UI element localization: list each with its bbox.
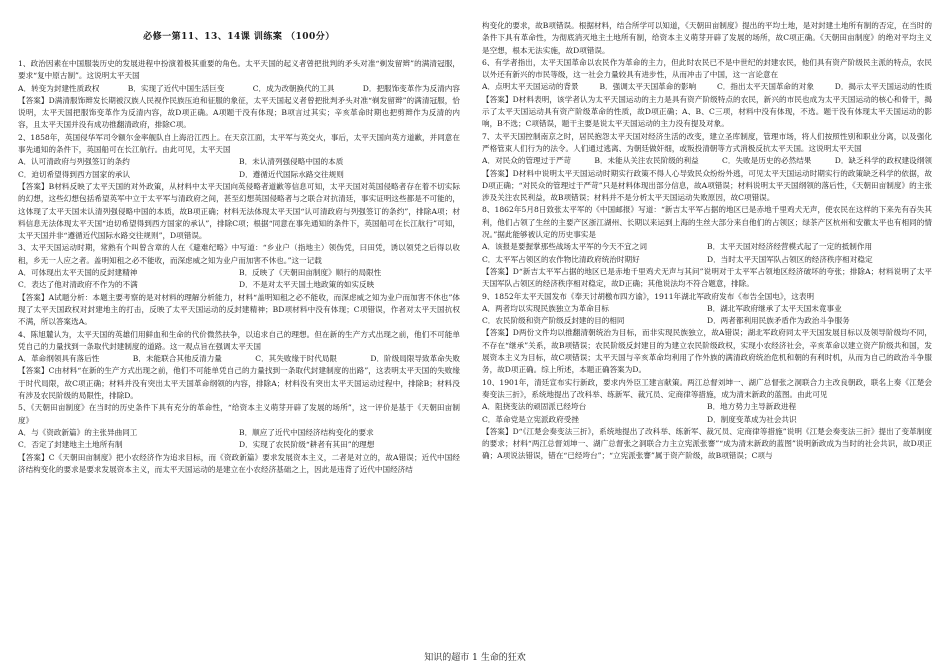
answer-option: D．遵循近代国际水路交往规则	[239, 169, 344, 179]
answer-explanation: 【答案】D“新吉太平军占据的地区已是赤地千里鸡犬无声与其问”说明对于太平军占领地区经济破坏的夸张；排除A；材料说明了太平天国军队占领区的经济秩序相对稳定，故D正确；其他说法均不符合题意，排除。	[482, 266, 932, 289]
answer-option: A．两者均以实现民族独立为革命目标	[482, 303, 609, 313]
answer-option: C．其失败缘于时代局限	[255, 354, 338, 364]
question-block	[482, 131, 932, 205]
answer-option: B．湖北军政府继承了太平天国未竟事业	[707, 303, 842, 313]
answer-option: D．当时太平天国军队占领区的经济秩序相对稳定	[707, 254, 873, 264]
answer-option: C．太平军占领区的农作物比清政府统治时期好	[482, 254, 640, 264]
answer-explanation: 【答案】B材料反映了太平天国的对外政策，从材料中太平天国向英侵略者道歉等信息可知，太平天国对英国侵略者存在着不切实际的幻想，这些幻想包括希望英军中立于太平军与清政府之间，甚至幻想英国侵略者与之联合对抗清廷，事实证明这些都是不可能的，这体现了太平天国未认清列强侵略中国的本质，故B项正确；材料无法体现太平天国“认可清政府与列强签订的条约”，排除A项；材料信息无法体现太平天国“迫切希望得到西方国家的承认”，排除C项；根据“同意在事先通知的条件下，英国船可在长江航行”可知，太平天国并非“遵循近代国际水路交往规则”，D项错误。	[18, 181, 460, 241]
question-text: 10、1901年，清廷宣布实行新政，要求内外臣工建言献策。两江总督刘坤一、湖广总督张之洞联合力主改良朝政，联名上奏《江楚会奏变法三折》，系统地提出了改科举、练新军、裁冗员、定商律等措施，成为清末新政的蓝图。由此可见	[482, 377, 932, 399]
question-text: 构变化的要求，故B项错误。根据材料，结合所学可以知道，《天朝田亩制度》提出的平均土地，是对封建土地所有制的否定，在当时的条件下具有革命性，为彻底消灭地主土地所有制，给资本主义萌芽开辟了发展的场所，故C项正确。《天朝田亩制度》的绝对平均主义是空想，根本无法实施，故D项错误。	[482, 21, 932, 55]
options-list	[482, 81, 932, 93]
page-footer: 知识的超市 1 生命的狂欢	[424, 653, 526, 663]
question-block	[482, 291, 932, 377]
answer-option: A．点明太平天国运动的背景	[482, 82, 579, 92]
question-text: 7、太平天国控制南京之时，居民抱怨太平天国对经济生活的改变，建立圣库制度，管理市场，将人们按照性别和职业分离，以及强化严格管束人们行为的法令。人们通过逃离、为朝廷做奸细，或叛投清朝等方式消极反抗太平天国。这说明太平天国	[482, 131, 932, 153]
question-block	[18, 242, 460, 328]
answer-option: A．认可清政府与列强签订的条约	[18, 157, 130, 167]
question-block	[18, 402, 460, 476]
answer-option: A．该报是要握掌那些战场太平军的今天不宜之词	[482, 242, 647, 252]
answer-option: B．顺应了近代中国经济结构变化的要求	[239, 427, 374, 437]
left-question-list	[18, 58, 460, 476]
options-list	[482, 241, 932, 266]
question-block	[18, 58, 460, 132]
answer-option: A．与《资政新篇》的主张异曲同工	[18, 427, 138, 437]
options-list	[18, 353, 460, 365]
document-title: 必修一第11、13、14课 训练案 （100分）	[143, 32, 335, 42]
question-block	[482, 204, 932, 290]
answer-option: C．成为改朝换代的工具	[252, 83, 335, 93]
answer-option: B．强调太平天国革命的影响	[599, 82, 697, 92]
answer-option: C．表达了他对清政府不作为的不满	[18, 280, 138, 290]
answer-explanation: 【答案】C《天朝田亩制度》把小农经济作为追求目标，而《资政新篇》要求发展资本主义，二者是对立的，故A错误；近代中国经济结构变化的要求是要求发展资本主义，而太平天国运动的是建立在小农经济基础之上，因此是违背了近代中国经济结	[18, 452, 460, 474]
options-list	[18, 156, 460, 181]
question-text: 5、《天朝田亩制度》在当时的历史条件下具有充分的革命性，“给资本主义萌芽开辟了发展的场所”，这一评价是基于《天朝田亩制度》	[18, 403, 460, 425]
answer-explanation: 【答案】D材料表明，该学者认为太平天国运动的主力是具有资产阶级特点的农民，新兴的市民也成为太平天国运动的核心和骨干，揭示了太平天国运动具有资产阶级革命的性质，故D项正确；A、B、C三项，材料中没有体现，不选。题干没有体现太平天国运动的影响，B不选；C项错误，题干主要是说太平天国运动的主力没有提及对象。	[482, 94, 932, 129]
question-text: 6、有学者指出，太平天国革命以农民作为革命的主力，但此时农民已不是中世纪的封建农民，他们具有资产阶级民主派的特点，农民以外还有新兴的市民等级，这一社会力量较具有进步性，从而冲击了中国，这一言论意在	[482, 57, 932, 80]
answer-option: D．阶级局限导致革命失败	[370, 354, 460, 364]
answer-option: B．未认清列强侵略中国的本质	[239, 157, 344, 167]
options-list	[482, 401, 932, 426]
left-column	[18, 30, 460, 476]
question-block	[18, 132, 460, 243]
answer-option: D．揭示太平天国运动的性质	[834, 82, 932, 92]
question-block	[482, 377, 932, 463]
options-list	[482, 303, 932, 328]
answer-option: A．对民众的管理过于严苛	[482, 156, 572, 166]
question-block	[18, 329, 460, 403]
answer-explanation: 【答案】C由材料“在新的生产方式出现之前，他们不可能单凭自己的力量找到一条取代封建制度的出路”，这表明太平天国的失败缘于时代局限，故C项正确；材料并没有突出太平天国革命纲领的内容，排除A；材料没有突出太平天国运动过程中，排除B；材料没有涉及农民阶级的局限性，排除D。	[18, 366, 460, 401]
options-list	[18, 267, 460, 292]
question-block	[482, 57, 932, 131]
answer-option: B．实现了近代中国生活巨变	[127, 83, 225, 93]
answer-explanation: 【答案】D材料中说明太平天国运动时期实行政策不得人心导致民众纷纷外逃，可见太平天国运动时期实行的政策缺乏科学的依据，故D项正确；“对民众的管理过于严苛”只是材料体现出部分信息，故A项错误；材料说明太平天国纲领的落后性，《天朝田亩制度》的主张涉及关注农民利益，故B项错误；材料并不是分析太平天国运动失败原因，故C项错误。	[482, 168, 932, 203]
answer-explanation: 【答案】D两份文件均以推翻清朝统治为目标，而非实现民族独立，故A错误；湖北军政府同太平天国发展目标以及领导阶级均不同，不存在“继承”关系，故B项错误；农民阶级反封建目的为建立农民阶级政权，实现小农经济社会，辛亥革命以建立资产阶级共和国，发展资本主义为目标，故C项错误；太平天国与辛亥革命均利用了作外族的满清政府统治危机和朝的有利时机，从而为自己的政治斗争服务，故D项正确。综上所述，本题正确答案为D。	[482, 328, 932, 375]
answer-explanation: 【答案】D满清服饰辫发长期被汉族人民视作民族压迫和征服的象征，太平天国起义者曾把批判矛头对准“剃发留辫”的满清冠服，恰说明，太平天国把服饰变革作为反清内容，故D项正确。A项题干没有体现；B项言过其实；辛亥革命时期也把剪辫作为反清的内容，且太平天国并没有成功推翻清政府，排除C项。	[18, 95, 460, 130]
answer-option: A．转变为封建性质政权	[18, 83, 100, 93]
question-text: 2、1858年，英国侵华军司令额尔金率舰队自上海沿江西上。在天京江面，太平军与英交火，事后，太平天国向英方道歉，并同意在事先通知的条件下，英国船可在长江航行。由此可见，太平天国	[18, 132, 460, 155]
answer-option: C．否定了封建地主土地所有制	[18, 440, 123, 450]
answer-option: B．太平天国对经济经营模式起了一定的抵制作用	[707, 242, 873, 252]
options-list	[18, 427, 460, 452]
answer-option: B．地方势力主导新政进程	[707, 402, 797, 412]
answer-option: C．农民阶级和资产阶级反封建的目的相同	[482, 316, 625, 326]
answer-option: A．可体现出太平天国的反封建精神	[18, 268, 138, 278]
question-text: 9、1852年太平天国发布《奉天讨胡檄布四方谕》，1911年湖北军政府发布《布告全国电》，这表明	[482, 291, 815, 301]
answer-option: D．缺乏科学的政权建设纲领	[834, 156, 932, 166]
answer-option: D．实现了农民阶级“耕者有其田”的理想	[239, 440, 375, 450]
answer-option: D．两者都利用民族矛盾作为政治斗争服务	[707, 316, 850, 326]
answer-option: D．不是对太平天国土地政策的如实反映	[239, 280, 375, 290]
answer-explanation: 【答案】D“《江楚会奏变法三折》，系统地提出了改科举、练新军、裁冗员、定商律等措施”说明《江楚会奏变法三折》提出了变革制度的要求；材料“两江总督刘坤一、湖广总督张之洞联合力主立宪派张謇”“成为清末新政的蓝图”说明新政成为当时的社会共识，故D项正确；A项说法错误，错在“已经垮台”；“立宪派张謇”属于资产阶级，故B项错误；C项与	[482, 426, 932, 461]
answer-explanation: 【答案】A试题分析：本题主要考察的是对材料的理解分析能力，材料“盖明知租之必不能收，而深虑威之知为业户而加害不休也”体现了太平天国政权对封建地主的打击，反映了太平天国运动的反封建精神；BD项材料中没有体现；C项错误，作者对太平天国抗权不满，所以答案选A。	[18, 292, 460, 327]
right-question-list	[482, 20, 932, 463]
question-text: 4、陈旭麓认为，太平天国的英雄们用鲜血和生命的代价微然扶争，以追求自己的理想。但在新的生产方式出现之前，他们不可能单凭自己的力量找到一条取代封建制度的道路。这一观点旨在强调太平天国	[18, 329, 460, 351]
answer-option: C．革命党是立宪派政府受挫	[482, 414, 579, 424]
options-list	[18, 83, 460, 95]
right-column	[482, 20, 932, 463]
answer-option: D．把服饰变革作为反清内容	[362, 83, 460, 93]
question-text: 3、太平天国运动时期，常熟有个叫曾含章的人在《避难纪略》中写道：“乡业户（指地主）领伪凭，曰田凭，诱以领凭之后得以收租，乡无一人应之者。盖明知租之必不能收，而深虑威之知为业户而加害不休也。”这一记载	[18, 243, 460, 265]
answer-option: B．未能从关注农民阶级的利益	[594, 156, 699, 166]
answer-option: C．失败是历史的必然结果	[722, 156, 812, 166]
question-block	[482, 20, 932, 57]
answer-option: B．反映了《天朝田亩制度》顺行的局限性	[239, 268, 382, 278]
answer-option: B．未能联合其他反清力量	[132, 354, 222, 364]
question-text: 8、1862年5月8日致张太平军的《中国邮报》写道：“新吉太平军占据的地区已是赤地千里鸡犬无声，使农民在这样的下来先有吞失其利，他们占领了生丝的主要产区浙江湖州、长期以来运到上海的生丝大部分来自他们的占领区；绿茶产区杭州和安徽太平也有相同的情况。”据此能够被认定的历史事实是	[482, 205, 932, 240]
options-list	[482, 155, 932, 167]
answer-option: A．阻挠变法的顽固派已经垮台	[482, 402, 587, 412]
answer-option: D．制度变革成为社会共识	[707, 414, 797, 424]
answer-option: A．革命纲领具有落后性	[18, 354, 100, 364]
question-text: 1、政治因素在中国服装历史的发展进程中扮演着极其重要的角色。太平天国的起义者曾把批判的矛头对准“剃发留辫”的满清冠服，要求“复中原古制”。这说明太平天国	[18, 59, 460, 81]
answer-option: C．指出太平天国革命的对象	[716, 82, 814, 92]
answer-option: C．迫切希望得到西方国家的承认	[18, 169, 131, 179]
